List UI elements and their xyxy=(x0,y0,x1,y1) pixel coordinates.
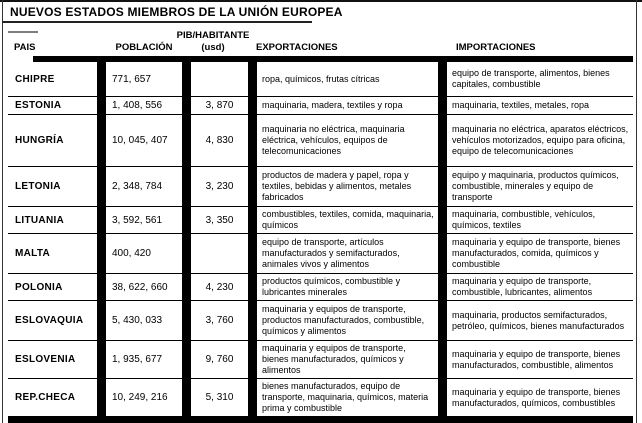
imports-cell: maquinaria y equipo de transporte, combustible, lubricantes, alimentos xyxy=(452,276,593,297)
gdp-per-capita-cell: 3, 350 xyxy=(205,214,234,226)
gdp-per-capita-cell xyxy=(191,62,248,96)
column-header-pib xyxy=(163,30,263,53)
column-divider-bar xyxy=(438,62,447,96)
column-divider-bar xyxy=(97,97,106,114)
table-row xyxy=(8,96,633,114)
column-divider-bar xyxy=(182,115,191,166)
exports-cell: maquinaria y equipos de transporte, bienes manufacturados, químicos y alimentos xyxy=(262,343,406,375)
column-header-pais: PAIS xyxy=(14,42,36,53)
column-divider-bar xyxy=(248,379,257,416)
column-divider-bar xyxy=(248,274,257,300)
column-header-pib-line1: PIB/HABITANTE xyxy=(176,30,250,41)
country-cell: LETONIA xyxy=(15,181,61,192)
column-divider-bar xyxy=(182,167,191,206)
column-divider-bar xyxy=(182,234,191,273)
exports-cell: productos químicos, combustible y lubricantes minerales xyxy=(262,276,401,297)
country-cell: LITUANIA xyxy=(15,214,65,226)
population-cell: 2, 348, 784 xyxy=(112,181,163,192)
gdp-per-capita-cell: 3, 230 xyxy=(205,181,234,192)
column-divider-bar xyxy=(248,341,257,378)
column-divider-bar xyxy=(248,115,257,166)
column-divider-bar xyxy=(97,341,106,378)
column-divider-bar xyxy=(438,207,447,233)
population-cell: 1, 408, 556 xyxy=(112,100,163,111)
table-row xyxy=(8,233,633,273)
column-divider-bar xyxy=(438,274,447,300)
country-cell: MALTA xyxy=(15,248,51,259)
population-cell: 1, 935, 677 xyxy=(112,354,163,365)
column-divider-bar xyxy=(248,207,257,233)
table-row xyxy=(8,340,633,378)
column-divider-bar xyxy=(182,379,191,416)
imports-cell: maquinaria, combustible, vehículos, químicos, textiles xyxy=(452,209,596,230)
column-divider-bar xyxy=(438,115,447,166)
table-row xyxy=(8,378,633,416)
table-bottom-bar xyxy=(8,416,633,423)
gdp-per-capita-cell: 5, 310 xyxy=(205,392,234,403)
table-row xyxy=(8,62,633,96)
country-cell: ESTONIA xyxy=(15,100,62,111)
column-divider-bar xyxy=(182,97,191,114)
table-row xyxy=(8,273,633,300)
exports-cell: maquinaria no eléctrica, maquinaria eléctrica, vehículos, equipos de telecomunicaciones xyxy=(262,124,405,156)
column-divider-bar xyxy=(97,234,106,273)
table-row xyxy=(8,114,633,166)
imports-cell: maquinaria y equipo de transporte, bienes manufacturados, combustible, alimentos xyxy=(452,348,621,370)
table-body xyxy=(8,62,633,416)
imports-cell: equipo y maquinaria, productos químicos, combustible, minerales y equipo de transporte xyxy=(452,170,619,202)
gdp-per-capita-cell: 9, 760 xyxy=(205,354,234,365)
column-divider-bar xyxy=(182,274,191,300)
country-cell: ESLOVENIA xyxy=(15,354,76,365)
gdp-per-capita-cell: 3, 870 xyxy=(205,100,234,111)
exports-cell: bienes manufacturados, equipo de transporte, maquinaria, químicos, materia prima y combustible xyxy=(262,381,429,413)
exports-cell: maquinaria, madera, textiles y ropa xyxy=(262,100,403,110)
exports-cell: ropa, químicos, frutas cítricas xyxy=(262,73,380,84)
column-divider-bar xyxy=(182,207,191,233)
exports-cell: maquinaria y equipos de transporte, productos manufacturados, combustible, químicos y alimentos xyxy=(262,304,425,336)
column-divider-bar xyxy=(248,301,257,340)
column-header-importaciones: IMPORTACIONES xyxy=(456,42,536,53)
gdp-per-capita-cell xyxy=(191,234,248,273)
country-cell: ESLOVAQUIA xyxy=(15,315,84,326)
country-cell: HUNGRÍA xyxy=(15,135,64,146)
page-title: NUEVOS ESTADOS MIEMBROS DE LA UNIÓN EUROPEA xyxy=(10,5,343,19)
column-divider-bar xyxy=(248,97,257,114)
column-divider-bar xyxy=(248,62,257,96)
column-divider-bar xyxy=(248,167,257,206)
imports-cell: maquinaria y equipo de transporte, bienes manufacturados, químicos, combustibles xyxy=(452,386,621,408)
column-header-poblacion: POBLACIÓN xyxy=(115,42,173,53)
imports-cell: maquinaria y equipo de transporte, bienes manufacturados, comida, químicos y combustible xyxy=(452,237,621,269)
column-divider-bar xyxy=(438,97,447,114)
gdp-per-capita-cell: 3, 760 xyxy=(205,315,234,326)
column-header-pib-line2: (usd) xyxy=(201,41,225,53)
column-divider-bar xyxy=(438,341,447,378)
page-right-border xyxy=(636,0,637,423)
imports-cell: maquinaria, textiles, metales, ropa xyxy=(452,100,590,110)
title-underline xyxy=(2,21,312,23)
table-row xyxy=(8,300,633,340)
table-row xyxy=(8,206,633,233)
gdp-per-capita-cell: 4, 230 xyxy=(205,281,234,293)
country-cell: REP.CHECA xyxy=(15,392,76,403)
imports-cell: equipo de transporte, alimentos, bienes capitales, combustible xyxy=(452,68,610,89)
column-divider-bar xyxy=(97,167,106,206)
column-divider-bar xyxy=(438,301,447,340)
population-cell: 771, 657 xyxy=(112,73,151,85)
column-divider-bar xyxy=(248,234,257,273)
column-divider-bar xyxy=(97,379,106,416)
pais-header-rule xyxy=(8,31,38,33)
column-divider-bar xyxy=(97,274,106,300)
gdp-per-capita-cell: 4, 830 xyxy=(205,135,234,146)
imports-cell: maquinaria, productos semifacturados, petróleo, químicos, bienes manufacturados xyxy=(452,309,625,331)
population-cell: 10, 249, 216 xyxy=(112,392,168,403)
population-cell: 3, 592, 561 xyxy=(112,214,163,226)
exports-cell: productos de madera y papel, ropa y textiles, bebidas y alimentos, metales fabricados xyxy=(262,170,412,202)
table-row xyxy=(8,166,633,206)
page-top-border xyxy=(0,0,642,2)
country-cell: CHIPRE xyxy=(15,73,55,85)
population-cell: 400, 420 xyxy=(112,248,151,259)
population-cell: 5, 430, 033 xyxy=(112,315,163,326)
column-divider-bar xyxy=(438,234,447,273)
column-divider-bar xyxy=(182,341,191,378)
population-cell: 10, 045, 407 xyxy=(112,135,168,146)
column-divider-bar xyxy=(182,301,191,340)
countries-table xyxy=(8,56,633,423)
column-divider-bar xyxy=(97,62,106,96)
exports-cell: combustibles, textiles, comida, maquinaria, químicos xyxy=(262,209,434,230)
column-divider-bar xyxy=(182,62,191,96)
column-divider-bar xyxy=(97,207,106,233)
exports-cell: equipo de transporte, artículos manufacturados y semifacturados, animales vivos y alimentos xyxy=(262,237,400,269)
page-left-border xyxy=(2,0,3,423)
imports-cell: maquinaria no eléctrica, aparatos eléctricos, vehículos motorizados, equipo para oficina, equipo de telecomunicaciones xyxy=(452,124,629,156)
column-header-exportaciones: EXPORTACIONES xyxy=(256,42,338,53)
population-cell: 38, 622, 660 xyxy=(112,281,168,293)
column-divider-bar xyxy=(438,167,447,206)
column-divider-bar xyxy=(97,301,106,340)
column-divider-bar xyxy=(97,115,106,166)
column-divider-bar xyxy=(438,379,447,416)
country-cell: POLONIA xyxy=(15,281,63,293)
